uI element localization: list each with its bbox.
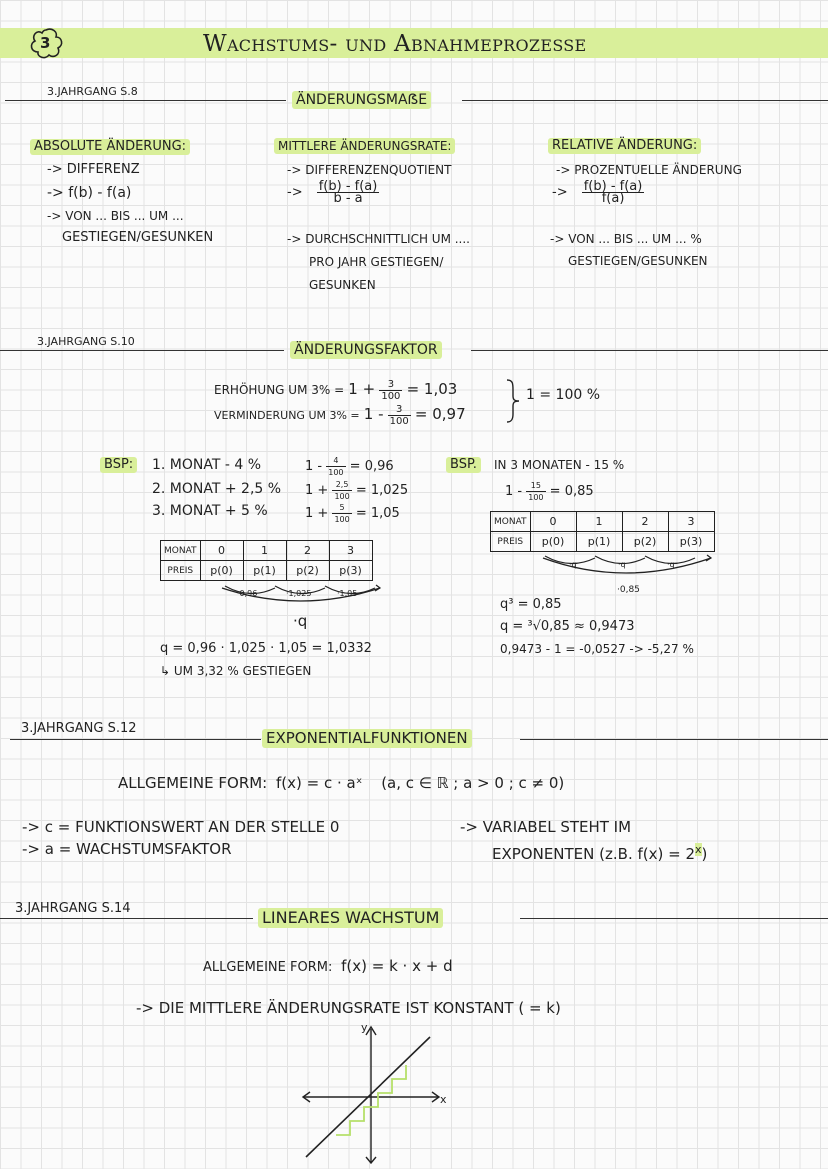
month-row-label: 3. MONAT + 5 %	[152, 503, 268, 519]
fraction-denominator: f(a)	[601, 191, 625, 206]
formula-result: = 0,97	[414, 405, 466, 423]
table-cell: 1	[576, 512, 622, 532]
calc-line: 0,9473 - 1 = -0,0527 -> -5,27 %	[500, 642, 694, 656]
table-cell: 3	[668, 512, 714, 532]
decrease-label: VERMINDERUNG UM 3% =	[214, 409, 360, 422]
calc-line: q³ = 0,85	[500, 597, 562, 612]
rule-right	[520, 918, 828, 919]
formula-result: = 0,85	[549, 484, 594, 499]
fraction-numerator: 3	[388, 404, 411, 416]
axis-label-y: y	[361, 1021, 368, 1034]
fraction	[332, 502, 351, 525]
form-formula: f(x) = c · aˣ	[276, 774, 363, 792]
table-cell: p(2)	[622, 532, 668, 552]
rule-right	[462, 100, 828, 101]
rule-left	[0, 350, 284, 351]
text-line: GESUNKEN	[309, 278, 376, 292]
table-cell: 2	[286, 541, 329, 561]
fraction-denominator: 100	[389, 416, 409, 427]
fraction-numerator: 5	[332, 502, 351, 514]
formula-part: 1 +	[305, 483, 329, 498]
fraction-denominator: 100	[381, 391, 401, 402]
factor-label: ·1,05	[337, 589, 358, 598]
formula-part: 1 -	[305, 459, 323, 474]
label-relative-aenderung: RELATIVE ÄNDERUNG:	[548, 138, 701, 154]
conclusion-line: ↳ UM 3,32 % GESTIEGEN	[160, 664, 312, 678]
table-header: PREIS	[491, 532, 531, 552]
label-mittlere-aenderungsrate: MITTLERE ÄNDERUNGSRATE:	[274, 138, 455, 154]
text-line: IN 3 MONATEN - 15 %	[494, 458, 625, 472]
factor-formula	[305, 455, 394, 478]
rule-line: -> DIE MITTLERE ÄNDERUNGSRATE IST KONSTANT ( = k)	[136, 999, 561, 1017]
total-factor-label: ·0,85	[617, 585, 640, 595]
general-form-line	[203, 956, 453, 978]
bullet-line	[492, 840, 707, 864]
formula-part: 1 -	[505, 484, 523, 499]
section-heading-lineares-wachstum: LINEARES WACHSTUM	[258, 908, 443, 928]
calc-line: q = ³√0,85 ≈ 0,9473	[500, 619, 635, 634]
formula-result: = 0,96	[349, 459, 394, 474]
section-heading-aenderungsfaktor: ÄNDERUNGSFAKTOR	[290, 341, 442, 359]
section-heading-exponentialfunktionen: EXPONENTIALFUNKTIONEN	[262, 729, 472, 748]
form-label: ALLGEMEINE FORM:	[118, 774, 268, 792]
formula-result: = 1,03	[406, 380, 458, 398]
table-row	[161, 541, 373, 561]
bullet-line: -> a = WACHSTUMSFAKTOR	[22, 840, 232, 858]
table-cell: p(2)	[286, 561, 329, 581]
axis-label-x: x	[440, 1093, 447, 1106]
fraction	[388, 404, 411, 427]
fraction-denominator: 100	[528, 493, 544, 502]
month-row-label: 1. MONAT - 4 %	[152, 457, 262, 473]
factor-label: ·0,96	[237, 589, 258, 598]
section-heading-aenderungsmasse: ÄNDERUNGSMAẞE	[292, 91, 431, 109]
badge-number: 3	[40, 34, 51, 52]
factor-formula	[305, 502, 400, 525]
table-cell: 0	[530, 512, 576, 532]
factor-label: ·q	[569, 560, 577, 569]
fraction	[332, 479, 351, 502]
form-conditions: (a, c ∈ ℝ ; a > 0 ; c ≠ 0)	[381, 774, 565, 792]
rule-left	[0, 918, 253, 919]
fraction-numerator: f(b) - f(a)	[583, 179, 643, 194]
arrow-text: ->	[552, 185, 568, 200]
difference-quotient	[317, 181, 380, 204]
result-line: q = 0,96 · 1,025 · 1,05 = 1,0332	[160, 641, 372, 656]
table-cell: p(1)	[576, 532, 622, 552]
bsp-label: BSP.	[446, 457, 481, 473]
table-cell: 2	[622, 512, 668, 532]
text-line: GESTIEGEN/GESUNKEN	[62, 230, 214, 245]
text-line: PRO JAHR GESTIEGEN/	[309, 255, 444, 269]
fraction-denominator: b - a	[333, 191, 363, 206]
formula-part: 1 +	[305, 506, 329, 521]
arrow-text: ->	[287, 185, 303, 200]
table-cell: p(0)	[530, 532, 576, 552]
table-cell: p(1)	[243, 561, 286, 581]
rule-left	[10, 739, 261, 740]
section-tag-s10: 3.JAHRGANG S.10	[37, 335, 135, 348]
factor-label: ·q	[618, 560, 626, 569]
table-cell: 3	[329, 541, 372, 561]
bsp-label: BSP:	[100, 457, 137, 473]
text-line: -> DIFFERENZ	[47, 162, 140, 177]
formula-part: 1 -	[363, 405, 384, 423]
fraction	[326, 455, 345, 478]
fraction	[379, 379, 402, 402]
form-formula: f(x) = k · x + d	[341, 957, 453, 975]
increase-formula	[214, 379, 457, 402]
bullet-text: )	[701, 845, 708, 863]
fraction-numerator: 15	[526, 480, 545, 492]
general-form-line	[118, 773, 564, 793]
brace-note: 1 = 100 %	[526, 387, 601, 403]
table-header: MONAT	[161, 541, 201, 561]
page-title: Wachstums- und Abnahmeprozesse	[203, 31, 587, 57]
factor-label: ·q	[667, 560, 675, 569]
text-line: -> DIFFERENZENQUOTIENT	[287, 163, 452, 177]
fraction-denominator: 100	[334, 515, 350, 524]
section-tag-s8: 3.JAHRGANG S.8	[47, 85, 138, 98]
bullet-text: EXPONENTEN (z.B. f(x) = 2	[492, 845, 695, 863]
fraction-numerator: f(b) - f(a)	[318, 179, 378, 194]
table-row	[161, 561, 373, 581]
fraction-line	[552, 181, 644, 204]
text-line: GESTIEGEN/GESUNKEN	[568, 254, 708, 268]
fraction-numerator: 3	[379, 379, 402, 391]
fraction	[526, 480, 545, 503]
curly-brace-icon	[505, 378, 525, 424]
exponent-x: x	[694, 843, 702, 856]
table-cell: p(3)	[668, 532, 714, 552]
bullet-line: -> c = FUNKTIONSWERT AN DER STELLE 0	[22, 818, 340, 836]
label-absolute-aenderung: ABSOLUTE ÄNDERUNG:	[30, 139, 190, 155]
form-label: ALLGEMEINE FORM:	[203, 960, 333, 975]
relative-change-fraction	[582, 181, 645, 204]
table-cell: p(3)	[329, 561, 372, 581]
bullet-line: -> VARIABEL STEHT IM	[460, 818, 632, 836]
table-cell: p(0)	[200, 561, 243, 581]
table-row	[491, 532, 715, 552]
table-header: MONAT	[491, 512, 531, 532]
price-table-1	[160, 540, 373, 581]
factor-formula	[305, 479, 408, 502]
month-row-label: 2. MONAT + 2,5 %	[152, 481, 282, 497]
section-tag-s14: 3.JAHRGANG S.14	[15, 901, 131, 916]
formula-result: = 1,025	[355, 483, 409, 498]
total-factor-label: ·q	[293, 612, 308, 630]
rule-left	[5, 100, 286, 101]
text-line: -> DURCHSCHNITTLICH UM ....	[287, 232, 470, 246]
formula-result: = 1,05	[355, 506, 400, 521]
table-header: PREIS	[161, 561, 201, 581]
table-cell: 1	[243, 541, 286, 561]
text-line: -> f(b) - f(a)	[47, 185, 132, 201]
table-cell: 0	[200, 541, 243, 561]
fraction-numerator: 4	[326, 455, 345, 467]
rule-right	[520, 739, 828, 740]
text-line: -> VON ... BIS ... UM ... %	[550, 232, 702, 246]
rule-right	[471, 350, 828, 351]
formula-part: 1 +	[348, 380, 376, 398]
factor-label: ·1,025	[286, 589, 312, 598]
factor-formula	[505, 480, 594, 503]
table-row	[491, 512, 715, 532]
text-line: -> VON ... BIS ... UM ...	[47, 209, 184, 223]
increase-label: ERHÖHUNG UM 3% =	[214, 383, 345, 397]
price-table-2	[490, 511, 715, 552]
section-tag-s12: 3.JAHRGANG S.12	[21, 721, 137, 736]
fraction-denominator: 100	[328, 468, 344, 477]
fraction-denominator: 100	[334, 492, 350, 501]
text-line: -> PROZENTUELLE ÄNDERUNG	[556, 163, 742, 177]
fraction-line	[287, 181, 379, 204]
linear-graph	[298, 1025, 458, 1165]
decrease-formula	[214, 404, 466, 427]
fraction-numerator: 2,5	[332, 479, 351, 491]
